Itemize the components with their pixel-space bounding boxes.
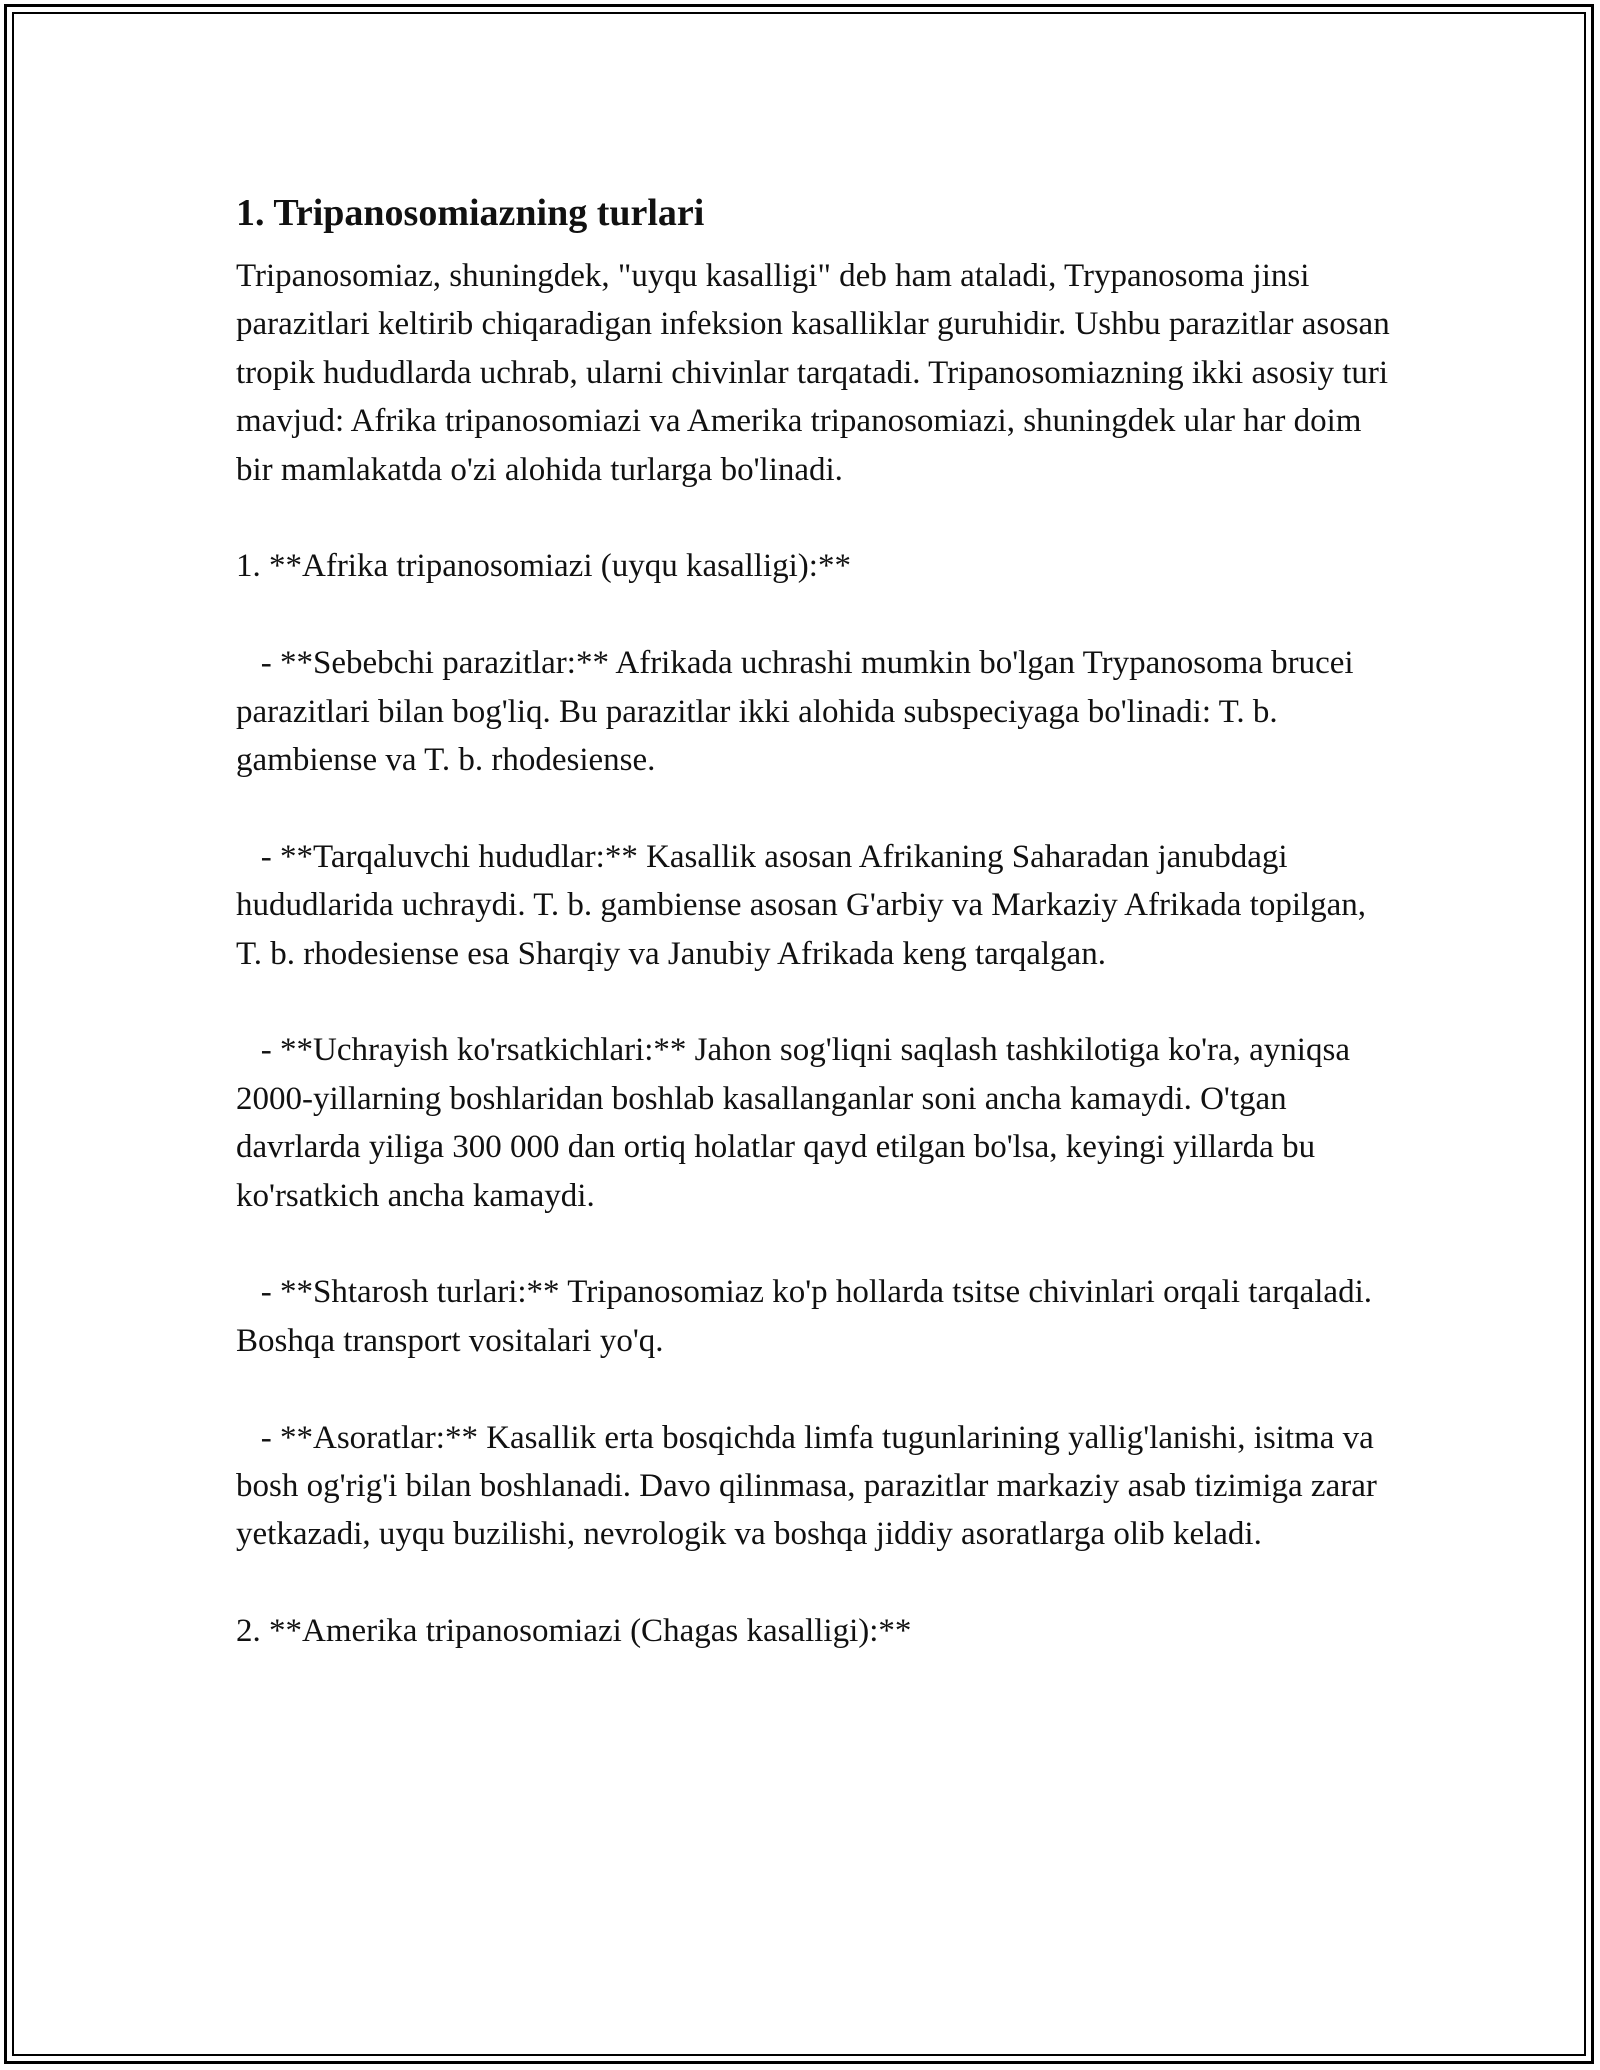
document-body <box>236 186 1396 1656</box>
paragraph-gap <box>236 1220 1396 1268</box>
sub-item-distribution-regions: - **Tarqaluvchi hududlar:** Kasallik asosan Afrikaning Saharadan janubdagi hududlarida uchraydi. T. b. gambiense asosan G'arbiy va Markaziy Afrikada topilgan, T. b. rhodesiense esa Sharqiy va Janubiy Afrikada keng tarqalgan. <box>236 838 1374 972</box>
list-item-african: 1. **Afrika tripanosomiazi (uyqu kasalligi):** <box>236 548 851 585</box>
paragraph-gap <box>236 591 1396 639</box>
sub-item-incidence-figures: - **Uchrayish ko'rsatkichlari:** Jahon sog'liqni saqlash tashkilotiga ko'ra, ayniqsa 2000-yillarning boshlaridan boshlab kasallanganlar soni ancha kamaydi. O'tgan davrlarda yiliga 300 000 dan ortiq holatlar qayd etilgan bo'lsa, keyingi yillarda bu ko'rsatkich ancha kamaydi. <box>236 1032 1359 1214</box>
paragraph-gap <box>236 494 1396 542</box>
paragraph-gap <box>236 978 1396 1026</box>
paragraph-gap <box>236 784 1396 832</box>
paragraph-gap <box>236 1559 1396 1607</box>
intro-paragraph: Tripanosomiaz, shuningdek, "uyqu kasalligi" deb ham ataladi, Trypanosoma jinsi parazitlari keltirib chiqaradigan infeksion kasalliklar guruhidir. Ushbu parazitlar asosan tropik hududlarda uchrab, ularni chivinlar tarqatadi. Tripanosomiazning ikki asosiy turi mavjud: Afrika tripanosomiazi va Amerika tripanosomiazi, shuningdek ular har doim bir mamlakatda o'zi alohida turlarga bo'linadi. <box>236 258 1398 488</box>
list-item-american: 2. **Amerika tripanosomiazi (Chagas kasalligi):** <box>236 1613 912 1650</box>
section-heading: 1. Tripanosomiazning turlari <box>236 192 705 234</box>
sub-item-causative-parasites: - **Sebebchi parazitlar:** Afrikada uchrashi mumkin bo'lgan Trypanosoma brucei parazitlari bilan bog'liq. Bu parazitlar ikki alohida subspeciyaga bo'linadi: T. b. gambiense va T. b. rhodesiense. <box>236 645 1362 779</box>
sub-item-transmission: - **Shtarosh turlari:** Tripanosomiaz ko'p hollarda tsitse chivinlari orqali tarqaladi. Boshqa transport vositalari yo'q. <box>236 1274 1381 1359</box>
paragraph-gap <box>236 1365 1396 1413</box>
sub-item-complications: - **Asoratlar:** Kasallik erta bosqichda limfa tugunlarining yallig'lanishi, isitma va bosh og'rig'i bilan boshlanadi. Davo qilinmasa, parazitlar markaziy asab tizimiga zarar yetkazadi, uyqu buzilishi, nevrologik va boshqa jiddiy asoratlarga olib keladi. <box>236 1419 1386 1553</box>
